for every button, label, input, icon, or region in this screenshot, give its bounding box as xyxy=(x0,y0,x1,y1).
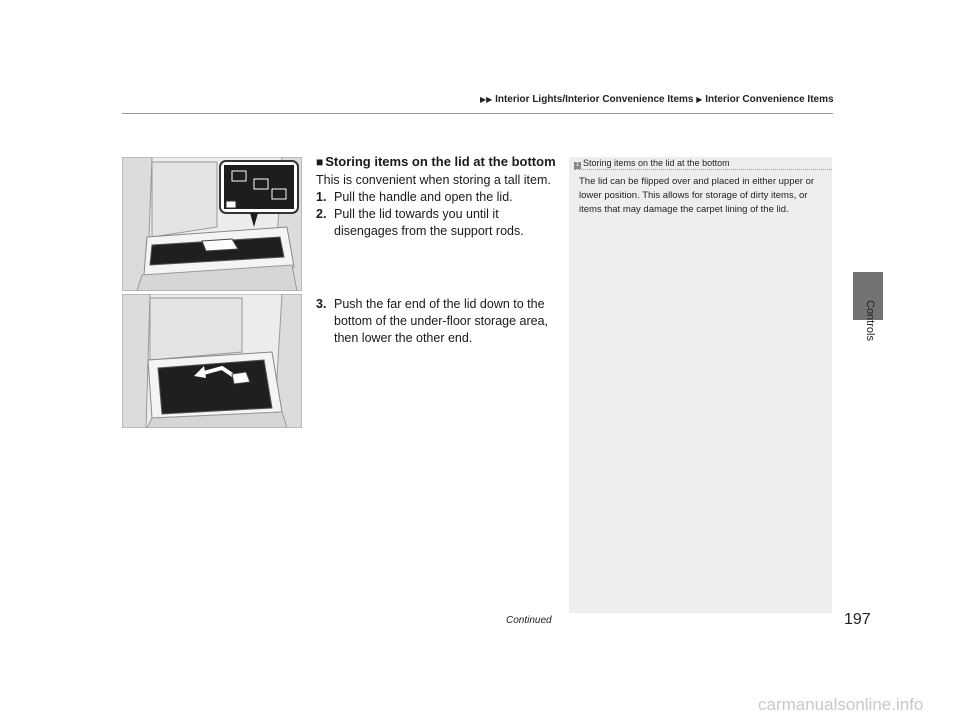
section-intro: This is convenient when storing a tall item. xyxy=(316,173,551,187)
breadcrumb-arrow-icon: ▶ xyxy=(696,95,703,104)
note-marker-icon: 1 xyxy=(575,162,580,168)
page-number: 197 xyxy=(844,611,871,628)
note-text: The lid can be flipped over and placed in either upper or lower position. This allows for storage of dirty items, or items that may damage the carpet lining of the lid. xyxy=(579,176,815,215)
breadcrumb xyxy=(480,94,834,105)
note-divider xyxy=(574,169,832,171)
step-1: 1. Pull the handle and open the lid. xyxy=(316,190,513,204)
breadcrumb-part-1: Interior Lights/Interior Convenience Items xyxy=(495,94,694,105)
continued-label: Continued xyxy=(506,615,552,626)
header-rule xyxy=(122,113,833,114)
cargo-lid-illustration-2 xyxy=(122,294,302,428)
note-title: 1 Storing items on the lid at the bottom xyxy=(575,158,730,168)
side-tab-label: Controls xyxy=(864,300,876,341)
step-2: 2. Pull the lid towards you until it disengages from the support rods. xyxy=(316,207,524,238)
square-bullet-icon: ■ xyxy=(316,155,324,169)
note-panel xyxy=(569,157,832,613)
cargo-lid-illustration-1 xyxy=(122,157,302,291)
breadcrumb-arrow-icon: ▶▶ xyxy=(480,95,493,104)
watermark: carmanualsonline.info xyxy=(758,695,924,714)
step-3: 3. Push the far end of the lid down to the bottom of the under-floor storage area, then lower the other end. xyxy=(316,297,549,345)
breadcrumb-part-2: Interior Convenience Items xyxy=(705,94,834,105)
section-body xyxy=(316,153,556,240)
section-title: ■ Storing items on the lid at the bottom xyxy=(316,154,556,169)
